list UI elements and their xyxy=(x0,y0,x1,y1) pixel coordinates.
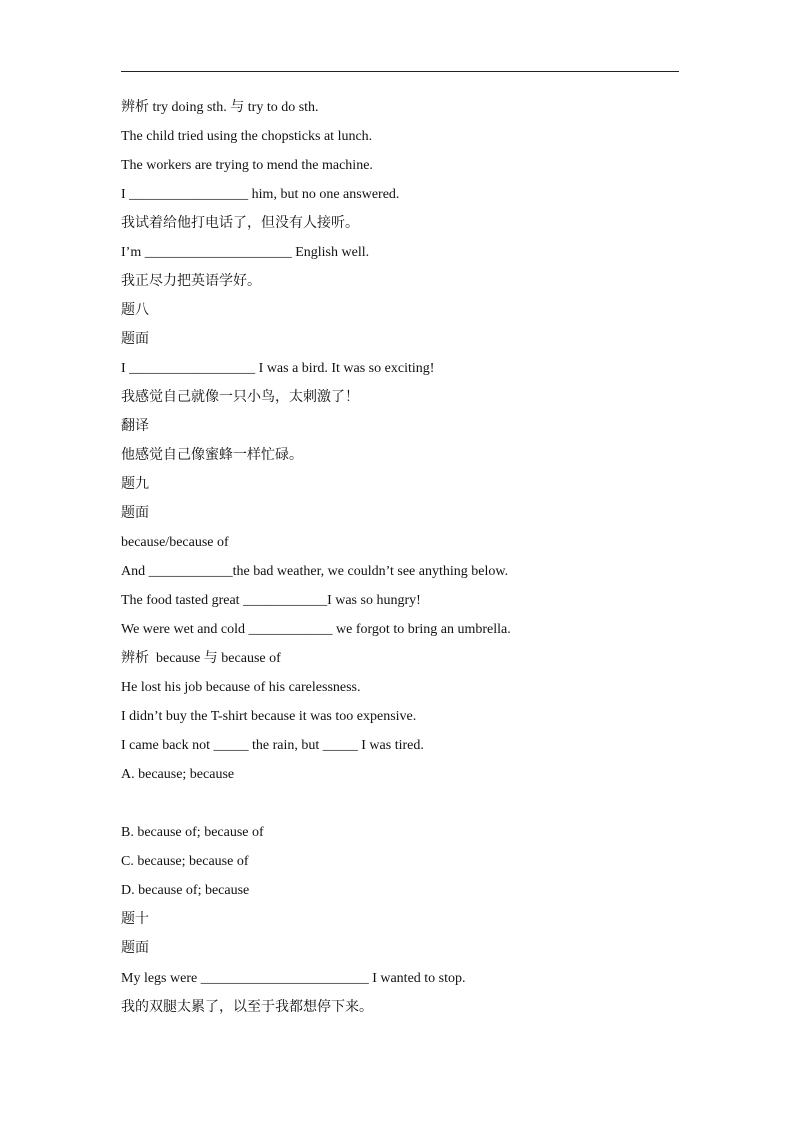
option-line: A. because; because xyxy=(121,767,235,782)
text-line: The food tasted great ____________I was so hungry! xyxy=(121,593,421,608)
text-line: I _________________ him, but no one answered. xyxy=(121,187,400,202)
text-line: 我的双腿太累了，以至于我都想停下来。 xyxy=(121,1000,373,1015)
section-heading: 题八 xyxy=(121,303,149,318)
text-line: 我正尽力把英语学好。 xyxy=(121,274,261,289)
text-line: I came back not _____ the rain, but _____ I was tired. xyxy=(121,738,424,753)
header-rule xyxy=(121,71,679,72)
text-line: 他感觉自己像蜜蜂一样忙碌。 xyxy=(121,448,303,463)
section-heading: 题十 xyxy=(121,912,149,927)
section-heading: 题九 xyxy=(121,477,149,492)
text-line: I __________________ I was a bird. It was so exciting! xyxy=(121,361,435,376)
text-line: We were wet and cold ____________ we forgot to bring an umbrella. xyxy=(121,622,511,637)
text-line: 辨析 because 与 because of xyxy=(121,651,281,666)
subheading: 题面 xyxy=(121,941,149,956)
subheading: 题面 xyxy=(121,506,149,521)
text-line: because/because of xyxy=(121,535,229,550)
text-line: The child tried using the chopsticks at lunch. xyxy=(121,129,373,144)
option-line: B. because of; because of xyxy=(121,825,264,840)
text-line: 辨析 try doing sth. 与 try to do sth. xyxy=(121,100,319,115)
text-line: 我试着给他打电话了，但没有人接听。 xyxy=(121,216,359,231)
option-line: D. because of; because xyxy=(121,883,250,898)
subheading: 题面 xyxy=(121,332,149,347)
text-line: He lost his job because of his carelessness. xyxy=(121,680,361,695)
text-line: My legs were ________________________ I wanted to stop. xyxy=(121,971,466,986)
text-line: 我感觉自己就像一只小鸟，太刺激了！ xyxy=(121,390,359,405)
option-line: C. because; because of xyxy=(121,854,249,869)
text-line: And ____________the bad weather, we couldn’t see anything below. xyxy=(121,564,509,579)
text-line: The workers are trying to mend the machine. xyxy=(121,158,373,173)
subheading: 翻译 xyxy=(121,419,149,434)
text-line: I’m _____________________ English well. xyxy=(121,245,370,260)
text-line: I didn’t buy the T-shirt because it was too expensive. xyxy=(121,709,417,724)
